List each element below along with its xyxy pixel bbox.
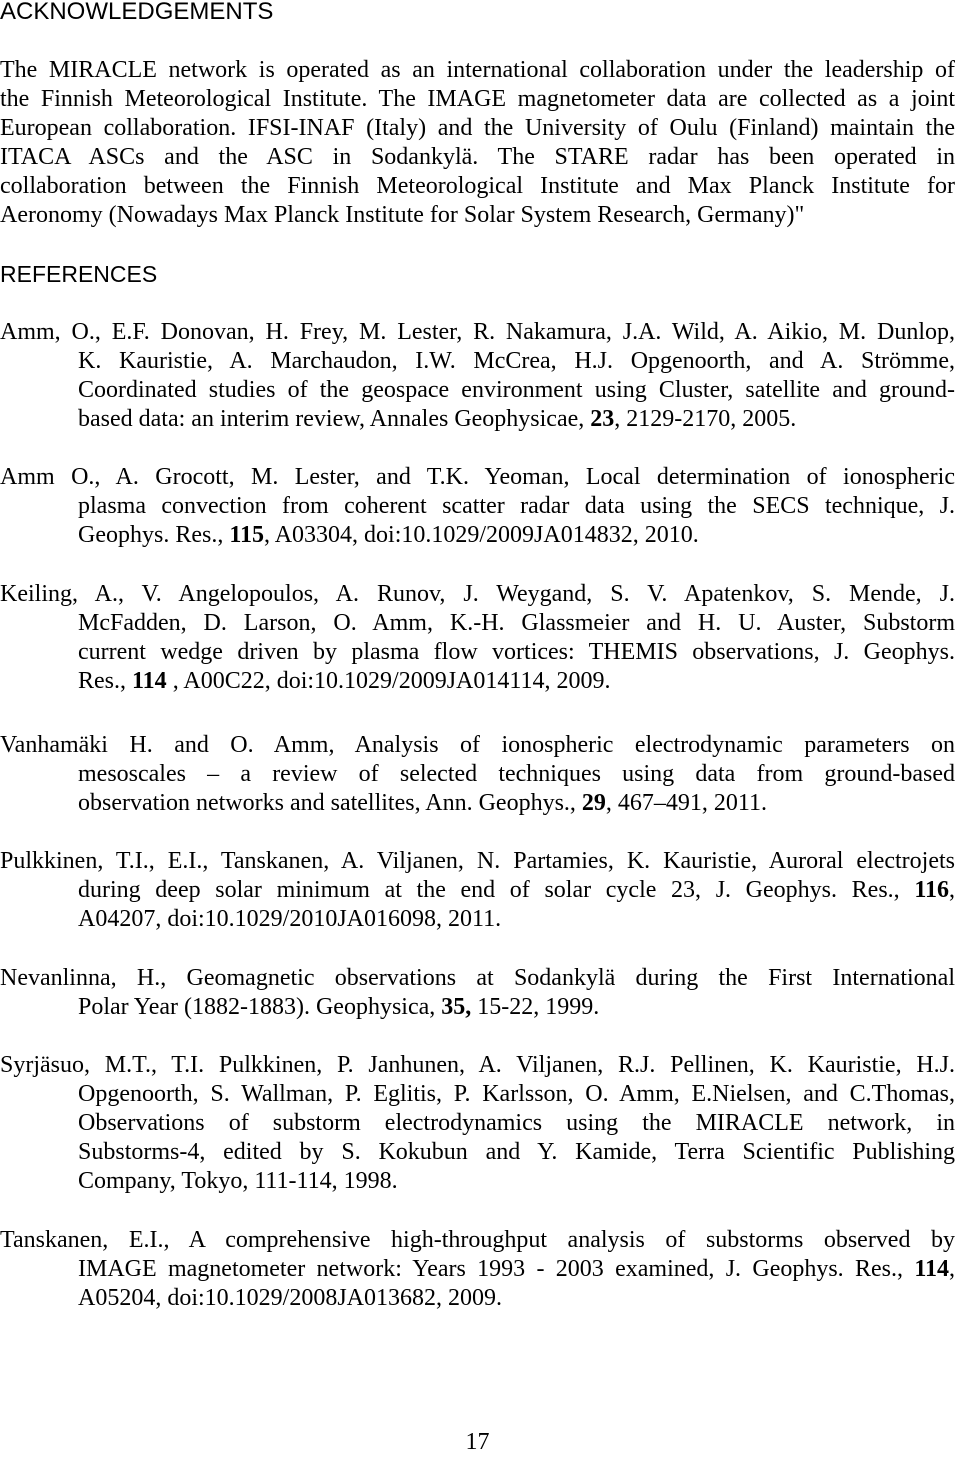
line-text: , [949, 1255, 955, 1282]
line-text: ITACA ASCs and the ASC in Sodankylä. The STARE radar has been operated in [0, 143, 955, 170]
line-text: The MIRACLE network is operated as an international collaboration under the leadership of [0, 56, 955, 83]
text-line [0, 114, 955, 143]
text-line [0, 905, 955, 934]
line-text: collaboration between the Finnish Meteorological Institute and Max Planck Institute for [0, 172, 955, 199]
text-line [0, 1138, 955, 1167]
line-text: mesoscales – a review of selected techniques using data from ground-based [78, 760, 955, 787]
text-line [0, 1109, 955, 1138]
text-line [0, 1051, 955, 1080]
volume-number: 114 [914, 1255, 949, 1282]
text-line [0, 580, 955, 609]
text-line [0, 1284, 955, 1313]
reference-entry [0, 1051, 955, 1196]
line-text: plasma convection from coherent scatter radar data using the SECS technique, J. [78, 492, 955, 519]
line-text: observation networks and satellites, Ann. Geophys., [78, 789, 582, 816]
volume-number: 116 [914, 876, 949, 903]
line-text: Vanhamäki H. and O. Amm, Analysis of ionospheric electrodynamic parameters on [0, 731, 955, 758]
line-text: Observations of substorm electrodynamics using the MIRACLE network, in [78, 1109, 955, 1136]
line-text: Nevanlinna, H., Geomagnetic observations at Sodankylä during the First International [0, 964, 955, 991]
line-text: Company, Tokyo, 111-114, 1998. [78, 1167, 398, 1194]
line-text: Syrjäsuo, M.T., T.I. Pulkkinen, P. Janhunen, A. Viljanen, R.J. Pellinen, K. Kauristie, H.J. [0, 1051, 955, 1078]
text-line [0, 731, 955, 760]
reference-entry [0, 463, 955, 550]
line-text: Opgenoorth, S. Wallman, P. Eglitis, P. Karlsson, O. Amm, E.Nielsen, and C.Thomas, [78, 1080, 955, 1107]
line-text: Amm O., A. Grocott, M. Lester, and T.K. Yeoman, Local determination of ionospheric [0, 463, 955, 490]
text-line [0, 1167, 955, 1196]
acknowledgements-heading: ACKNOWLEDGEMENTS [0, 0, 274, 25]
text-line [0, 201, 955, 230]
references-heading: REFERENCES [0, 260, 158, 287]
line-text: Geophys. Res., [78, 521, 230, 548]
line-text: K. Kauristie, A. Marchaudon, I.W. McCrea, H.J. Opgenoorth, and A. Strömme, [78, 347, 955, 374]
line-text: Coordinated studies of the geospace environment using Cluster, satellite and ground- [78, 376, 955, 403]
text-line [0, 85, 955, 114]
line-text: Tanskanen, E.I., A comprehensive high-throughput analysis of substorms observed by [0, 1226, 955, 1253]
text-line [0, 405, 955, 434]
reference-entry [0, 1226, 955, 1313]
text-line [0, 876, 955, 905]
text-line [0, 1255, 955, 1284]
line-text: current wedge driven by plasma flow vortices: THEMIS observations, J. Geophys. [78, 638, 955, 665]
text-line [0, 376, 955, 405]
text-line [0, 789, 955, 818]
acknowledgements-paragraph [0, 56, 955, 230]
text-line [0, 1080, 955, 1109]
text-line [0, 56, 955, 85]
text-line [0, 463, 955, 492]
text-line [0, 492, 955, 521]
text-line [0, 521, 955, 550]
text-line [0, 667, 955, 696]
line-text: A05204, doi:10.1029/2008JA013682, 2009. [78, 1284, 503, 1311]
line-text: , A00C22, doi:10.1029/2009JA014114, 2009. [166, 667, 611, 694]
reference-entry [0, 964, 955, 1022]
line-text: Res., [78, 667, 132, 694]
reference-entry [0, 847, 955, 934]
text-line [0, 609, 955, 638]
text-line [0, 993, 955, 1022]
text-line [0, 172, 955, 201]
reference-entry [0, 318, 955, 434]
line-text: , A03304, doi:10.1029/2009JA014832, 2010. [264, 521, 699, 548]
text-line [0, 847, 955, 876]
line-text: European collaboration. IFSI-INAF (Italy) and the University of Oulu (Finland) maintain the [0, 114, 955, 141]
volume-number: 115 [229, 521, 265, 548]
line-text: , 467–491, 2011. [605, 789, 768, 816]
line-text: , 2129-2170, 2005. [614, 405, 797, 432]
line-text: the Finnish Meteorological Institute. The IMAGE magnetometer data are collected as a joint [0, 85, 955, 112]
volume-number: 23 [590, 405, 615, 432]
line-text: Polar Year (1882-1883). Geophysica, [78, 993, 442, 1020]
volume-number: 29 [581, 789, 606, 816]
text-line [0, 638, 955, 667]
volume-number: 114 [132, 667, 167, 694]
text-line [0, 760, 955, 789]
text-line [0, 964, 955, 993]
text-line [0, 318, 955, 347]
volume-number: 35, [441, 993, 472, 1020]
line-text: , [949, 876, 955, 903]
line-text: 15-22, 1999. [471, 993, 600, 1020]
line-text: Pulkkinen, T.I., E.I., Tanskanen, A. Viljanen, N. Partamies, K. Kauristie, Auroral electrojets [0, 847, 955, 874]
line-text: Substorms-4, edited by S. Kokubun and Y. Kamide, Terra Scientific Publishing [78, 1138, 955, 1165]
line-text: during deep solar minimum at the end of solar cycle 23, J. Geophys. Res., [78, 876, 915, 903]
line-text: Keiling, A., V. Angelopoulos, A. Runov, J. Weygand, S. V. Apatenkov, S. Mende, J. [0, 580, 955, 607]
line-text: McFadden, D. Larson, O. Amm, K.-H. Glassmeier and H. U. Auster, Substorm [78, 609, 955, 636]
text-line [0, 347, 955, 376]
line-text: IMAGE magnetometer network: Years 1993 - 2003 examined, J. Geophys. Res., [78, 1255, 915, 1282]
reference-entry [0, 731, 955, 818]
page-number: 17 [465, 1428, 490, 1455]
reference-entry [0, 580, 955, 696]
line-text: based data: an interim review, Annales Geophysicae, [78, 405, 591, 432]
line-text: Aeronomy (Nowadays Max Planck Institute for Solar System Research, Germany)" [0, 201, 805, 228]
line-text: Amm, O., E.F. Donovan, H. Frey, M. Lester, R. Nakamura, J.A. Wild, A. Aikio, M. Dunlop, [0, 318, 955, 345]
line-text: A04207, doi:10.1029/2010JA016098, 2011. [78, 905, 502, 932]
text-line [0, 1226, 955, 1255]
text-line [0, 143, 955, 172]
